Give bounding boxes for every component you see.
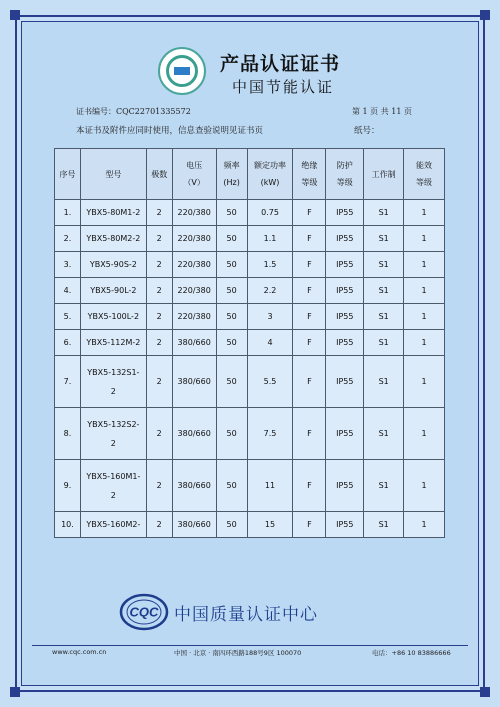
table-row	[55, 356, 445, 408]
header-label: 极数	[151, 169, 168, 179]
cell-duty: S1	[364, 460, 404, 512]
cell-model	[80, 330, 146, 356]
cell-grade: 1	[404, 304, 445, 330]
cqc-logo-text: CQC	[129, 604, 159, 620]
cell-freq: 50	[216, 512, 247, 538]
cell-freq: 50	[216, 252, 247, 278]
table-header-cell	[404, 149, 445, 200]
cell-poles: 2	[146, 278, 172, 304]
cell-freq: 50	[216, 356, 247, 408]
cell-model	[80, 304, 146, 330]
cell-protection: IP55	[326, 460, 364, 512]
cell-voltage: 220/380	[172, 252, 216, 278]
header-label: 能效	[416, 161, 433, 170]
table-header-cell	[216, 149, 247, 200]
cell-no: 6.	[55, 330, 81, 356]
certificate-subtitle: 中国节能认证	[232, 78, 335, 96]
cell-freq: 50	[216, 408, 247, 460]
footer-phone: 电话：+86 10 83886666	[372, 649, 451, 657]
cell-duty: S1	[364, 330, 404, 356]
cell-freq: 50	[216, 330, 247, 356]
table-body	[55, 200, 445, 538]
cell-insulation: F	[293, 408, 326, 460]
cell-voltage: 380/660	[172, 356, 216, 408]
cell-protection: IP55	[326, 200, 364, 226]
model-line: YBX5-80M2-2	[86, 234, 141, 243]
cell-model	[80, 226, 146, 252]
usage-note: 本证书及附件应同时使用，信息查验说明见证书页	[76, 126, 264, 136]
cell-power: 5.5	[247, 356, 293, 408]
header-label: 等级	[416, 178, 433, 187]
page-info: 第 1 页 共 11 页	[352, 107, 412, 116]
cell-voltage: 220/380	[172, 278, 216, 304]
header-label: 额定功率	[254, 161, 287, 170]
cell-poles: 2	[146, 356, 172, 408]
cell-grade: 1	[404, 512, 445, 538]
cell-freq: 50	[216, 278, 247, 304]
cell-no: 1.	[55, 200, 81, 226]
cell-insulation: F	[293, 460, 326, 512]
model-line: 2	[110, 490, 116, 500]
cell-poles: 2	[146, 200, 172, 226]
cell-power: 1.5	[247, 252, 293, 278]
cell-duty: S1	[364, 512, 404, 538]
cell-protection: IP55	[326, 512, 364, 538]
cell-protection: IP55	[326, 304, 364, 330]
cell-model	[80, 408, 146, 460]
model-line: YBX5-132S1-	[87, 367, 140, 377]
cell-no: 8.	[55, 408, 81, 460]
cell-protection: IP55	[326, 408, 364, 460]
header-label: 序号	[59, 169, 76, 179]
cell-grade: 1	[404, 278, 445, 304]
cell-insulation: F	[293, 356, 326, 408]
energy-saving-logo	[158, 47, 206, 95]
model-line: YBX5-132S2-	[87, 419, 140, 429]
cell-no: 4.	[55, 278, 81, 304]
cell-grade: 1	[404, 252, 445, 278]
table-row	[55, 278, 445, 304]
certificate-number: 证书编号：CQC22701335572	[76, 107, 191, 116]
header-label: 频率	[223, 161, 240, 170]
cell-voltage: 220/380	[172, 226, 216, 252]
cell-insulation: F	[293, 226, 326, 252]
cell-duty: S1	[364, 356, 404, 408]
footer-url: www.cqc.com.cn	[52, 648, 107, 656]
model-line: YBX5-90L-2	[90, 286, 137, 295]
header-label: 绝缘	[301, 161, 318, 170]
cell-protection: IP55	[326, 226, 364, 252]
table-header-cell	[172, 149, 216, 200]
cell-grade: 1	[404, 226, 445, 252]
cell-model	[80, 252, 146, 278]
corner-ornament	[10, 10, 20, 20]
model-line: YBX5-112M-2	[86, 338, 141, 347]
cell-model	[80, 356, 146, 408]
cell-power: 7.5	[247, 408, 293, 460]
table-row	[55, 200, 445, 226]
cell-duty: S1	[364, 226, 404, 252]
cell-duty: S1	[364, 304, 404, 330]
cell-protection: IP55	[326, 252, 364, 278]
table-header-cell	[326, 149, 364, 200]
cell-poles: 2	[146, 330, 172, 356]
cell-model	[80, 460, 146, 512]
table-header-cell	[55, 149, 81, 200]
model-line: YBX5-90S-2	[89, 260, 137, 269]
cell-freq: 50	[216, 460, 247, 512]
cell-poles: 2	[146, 226, 172, 252]
header-label: 等级	[301, 178, 318, 187]
header-label: 等级	[336, 178, 353, 187]
model-line: YBX5-160M2-	[86, 520, 141, 529]
cell-voltage: 380/660	[172, 330, 216, 356]
model-line: YBX5-80M1-2	[86, 208, 141, 217]
cell-grade: 1	[404, 356, 445, 408]
model-line: 2	[110, 438, 116, 448]
cell-poles: 2	[146, 304, 172, 330]
cell-model	[80, 512, 146, 538]
cell-poles: 2	[146, 512, 172, 538]
cell-insulation: F	[293, 512, 326, 538]
cell-insulation: F	[293, 200, 326, 226]
cell-grade: 1	[404, 200, 445, 226]
corner-ornament	[10, 687, 20, 697]
cell-no: 7.	[55, 356, 81, 408]
cell-no: 10.	[55, 512, 81, 538]
table-row	[55, 460, 445, 512]
cell-freq: 50	[216, 226, 247, 252]
cell-power: 0.75	[247, 200, 293, 226]
cell-protection: IP55	[326, 356, 364, 408]
header-label: 型号	[105, 169, 122, 179]
cell-no: 3.	[55, 252, 81, 278]
logo-emblem	[174, 67, 190, 75]
table-row	[55, 252, 445, 278]
cell-poles: 2	[146, 252, 172, 278]
cqc-logo	[119, 592, 169, 632]
cell-voltage: 380/660	[172, 408, 216, 460]
cell-power: 1.1	[247, 226, 293, 252]
cell-insulation: F	[293, 304, 326, 330]
table-header-cell	[247, 149, 293, 200]
cell-duty: S1	[364, 200, 404, 226]
product-table	[54, 148, 445, 538]
cell-duty: S1	[364, 252, 404, 278]
cell-voltage: 380/660	[172, 460, 216, 512]
model-line: YBX5-100L-2	[87, 312, 140, 321]
cell-no: 2.	[55, 226, 81, 252]
cell-no: 9.	[55, 460, 81, 512]
footer-divider	[32, 645, 468, 646]
header-label: (Hz)	[223, 178, 240, 187]
model-line: YBX5-160M1-	[86, 471, 141, 481]
cell-model	[80, 278, 146, 304]
cell-poles: 2	[146, 408, 172, 460]
table-header-row	[55, 149, 445, 200]
cell-power: 3	[247, 304, 293, 330]
cell-freq: 50	[216, 200, 247, 226]
corner-ornament	[480, 10, 490, 20]
cell-power: 4	[247, 330, 293, 356]
cell-power: 2.2	[247, 278, 293, 304]
cell-power: 15	[247, 512, 293, 538]
cell-freq: 50	[216, 304, 247, 330]
cell-voltage: 220/380	[172, 304, 216, 330]
table-row	[55, 512, 445, 538]
corner-ornament	[480, 687, 490, 697]
cell-grade: 1	[404, 460, 445, 512]
cell-insulation: F	[293, 278, 326, 304]
table-header-cell	[364, 149, 404, 200]
cell-grade: 1	[404, 408, 445, 460]
cell-duty: S1	[364, 408, 404, 460]
table-header-cell	[80, 149, 146, 200]
model-line: 2	[110, 386, 116, 396]
cell-power: 11	[247, 460, 293, 512]
cell-voltage: 380/660	[172, 512, 216, 538]
footer-address: 中国 · 北京 · 南四环西路188号9区 100070	[174, 649, 302, 657]
cell-poles: 2	[146, 460, 172, 512]
cell-grade: 1	[404, 330, 445, 356]
cell-insulation: F	[293, 330, 326, 356]
cell-model	[80, 200, 146, 226]
cell-protection: IP55	[326, 330, 364, 356]
cell-insulation: F	[293, 252, 326, 278]
cell-voltage: 220/380	[172, 200, 216, 226]
cell-protection: IP55	[326, 278, 364, 304]
cell-no: 5.	[55, 304, 81, 330]
paper-number: 纸号：	[354, 126, 380, 136]
header-label: （V）	[183, 178, 205, 187]
table-header-cell	[293, 149, 326, 200]
header-label: (kW)	[260, 178, 280, 187]
header-label: 防护	[336, 161, 353, 170]
header-label: 工作制	[371, 169, 396, 179]
cell-duty: S1	[364, 278, 404, 304]
organization-name: 中国质量认证中心	[174, 605, 318, 625]
table-row	[55, 304, 445, 330]
table-row	[55, 408, 445, 460]
table-header-cell	[146, 149, 172, 200]
table-row	[55, 330, 445, 356]
header-label: 电压	[186, 161, 203, 170]
certificate-title: 产品认证证书	[220, 53, 341, 75]
table-row	[55, 226, 445, 252]
